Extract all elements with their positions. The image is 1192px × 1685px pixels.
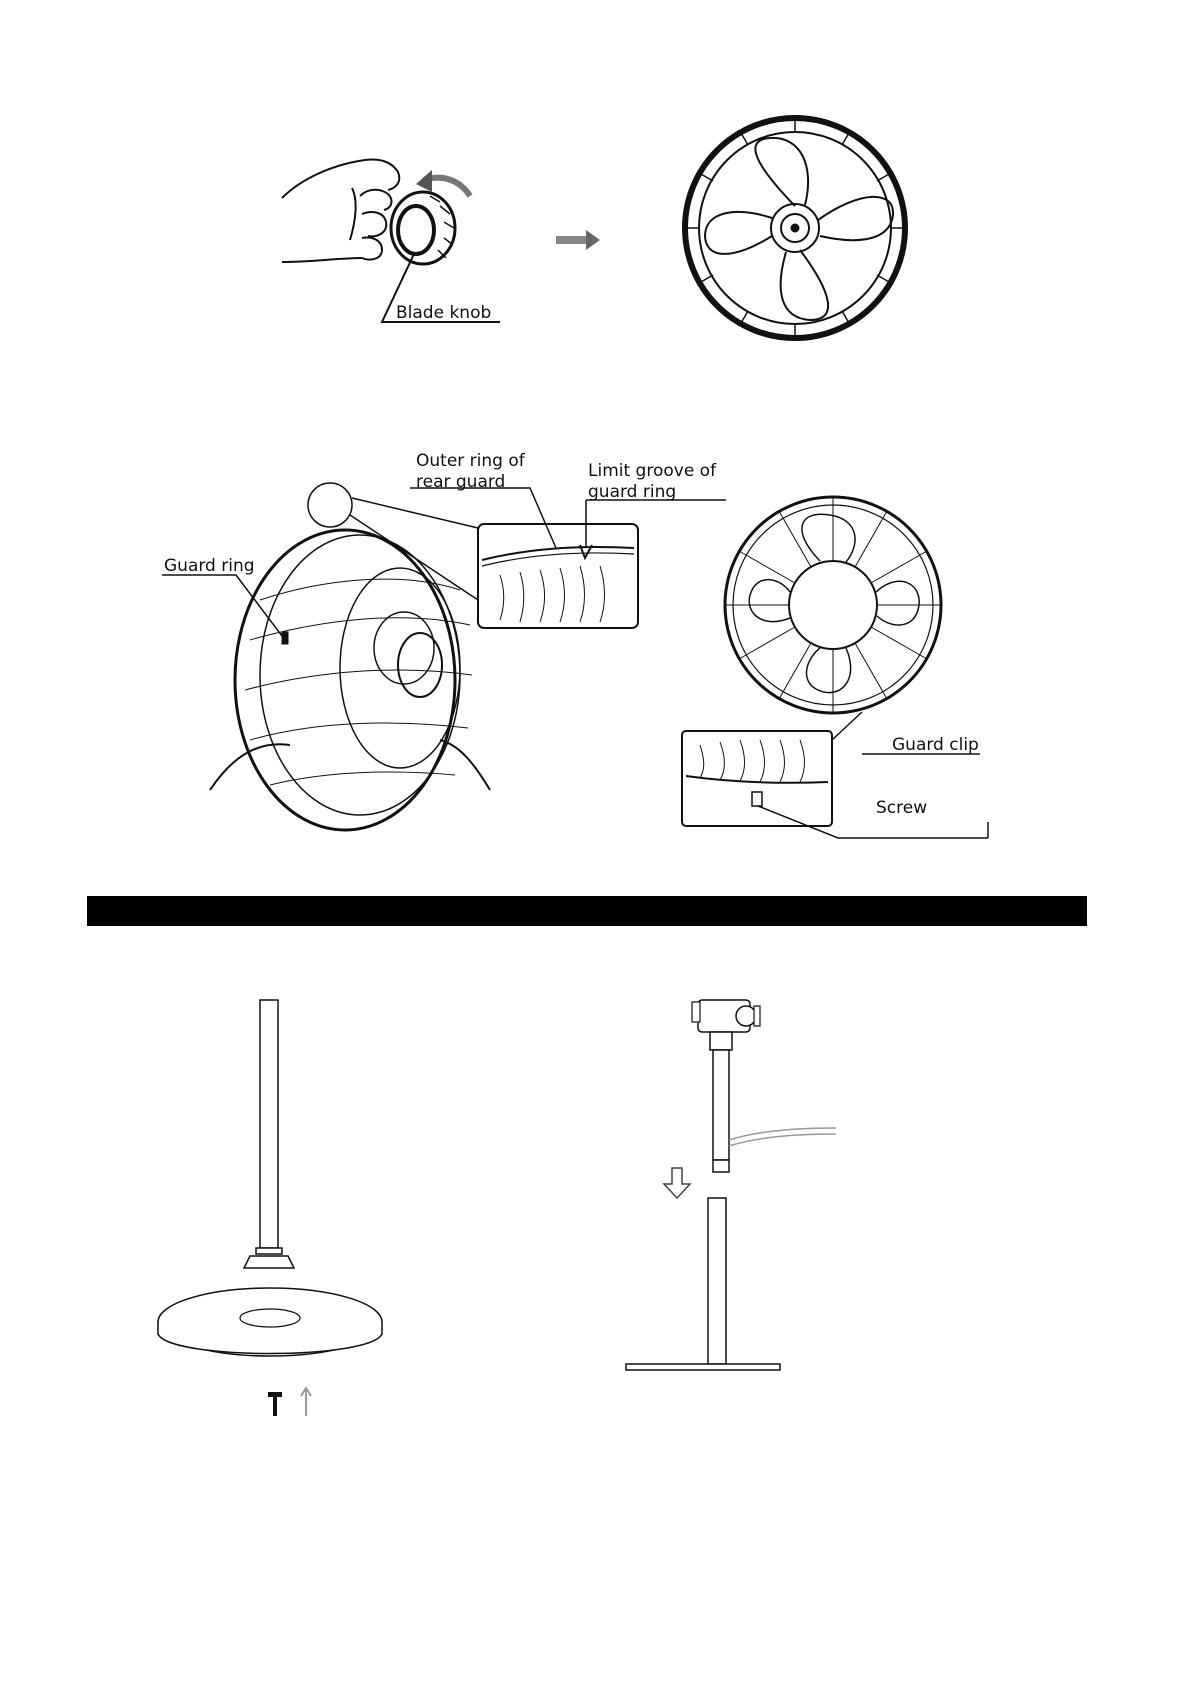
outer-ring-label-line1: Outer ring of [416,451,525,471]
outer-ring-zoom-inset [478,524,638,628]
blade-knob-part [391,192,455,264]
power-cord [729,1128,836,1146]
hand-rotating-knob [282,160,399,263]
arrow-up-icon [301,1388,311,1416]
screw-icon [268,1392,282,1416]
fan-blade-front-view [685,118,905,338]
fan-motor-head [692,1000,760,1172]
limit-groove-label-line2: guard ring [588,482,677,502]
arrow-down-icon [664,1168,690,1198]
stand-assembled [626,1198,780,1370]
limit-groove-label-line1: Limit groove of [588,461,717,481]
fan-guard-front-view [725,497,941,713]
guard-ring-label: Guard ring [164,556,255,576]
guard-clip-label: Guard clip [892,735,979,755]
outer-ring-label-line2: rear guard [416,472,506,492]
fan-guard-side-view [210,483,490,830]
stand-pole [244,1000,294,1268]
guard-clip-zoom-inset [682,712,862,826]
stand-base [158,1288,382,1356]
arrow-right-icon [556,230,600,250]
blade-knob-label: Blade knob [396,303,492,323]
section-header-bar [87,896,1087,926]
screw-label: Screw [876,798,928,818]
